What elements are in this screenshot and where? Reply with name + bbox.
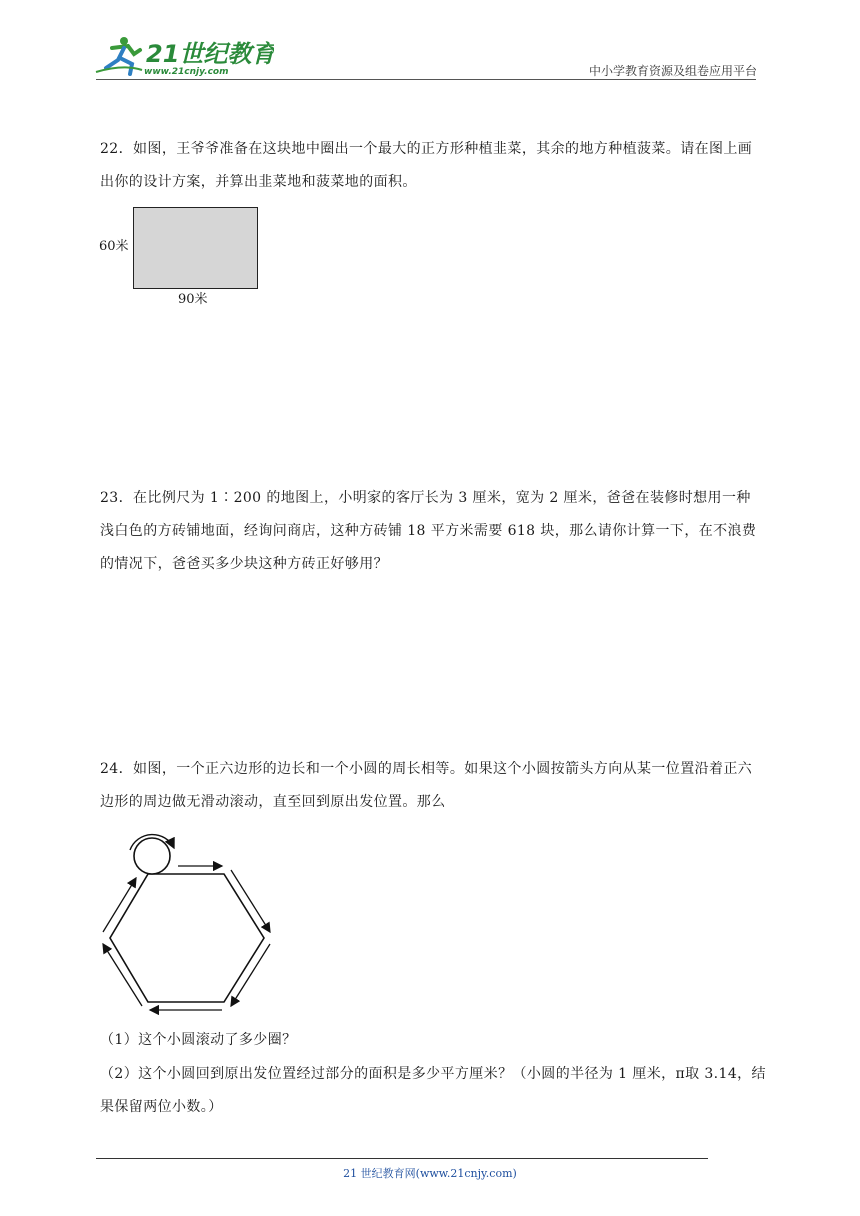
question-24-text: 24．如图，一个正六边形的边长和一个小圆的周长相等。如果这个小圆按箭头方向从某一位置沿着正六边形的周边做无滑动滚动，直至回到原出发位置。那么 [100,761,753,810]
footer-divider [96,1158,708,1159]
rectangle-height-label: 60米 [99,239,129,254]
question-24-part-1: （1）这个小圆滚动了多少圈？ [100,1032,297,1048]
platform-name: 中小学教育资源及组卷应用平台 [588,64,757,78]
runner-logo-icon [94,34,274,78]
hexagon-circle-figure [98,828,278,1022]
logo-url-text: www.21cnjy.com [144,67,229,77]
footer-link[interactable]: 21 世纪教育网(www.21cnjy.com) [343,1167,517,1180]
hexagon-shape [110,874,264,1002]
question-23-text: 23．在比例尺为 1∶200 的地图上，小明家的客厅长为 3 厘米，宽为 2 厘米，爸爸在装修时想用一种浅白色的方砖铺地面，经询问商店，这种方砖铺 18 平方米需要 618 块，那么请你计算一下，在不浪费的情况下，爸爸买多少块这种方砖正好够用？ [100,490,757,572]
rectangle-width-label: 90米 [178,292,208,307]
field-rectangle [133,207,258,289]
header-divider [96,79,756,80]
question-24-part-2: （2）这个小圆回到原出发位置经过部分的面积是多少平方厘米？（小圆的半径为 1 厘米，π取 3.14，结果保留两位小数。） [100,1066,766,1115]
site-logo [94,34,274,78]
small-circle [134,838,170,874]
logo-text: 21世纪教育 [146,40,274,68]
question-22-text: 22．如图，王爷爷准备在这块地中圈出一个最大的正方形种植韭菜，其余的地方种植菠菜。请在图上画出你的设计方案，并算出韭菜地和菠菜地的面积。 [100,141,753,190]
